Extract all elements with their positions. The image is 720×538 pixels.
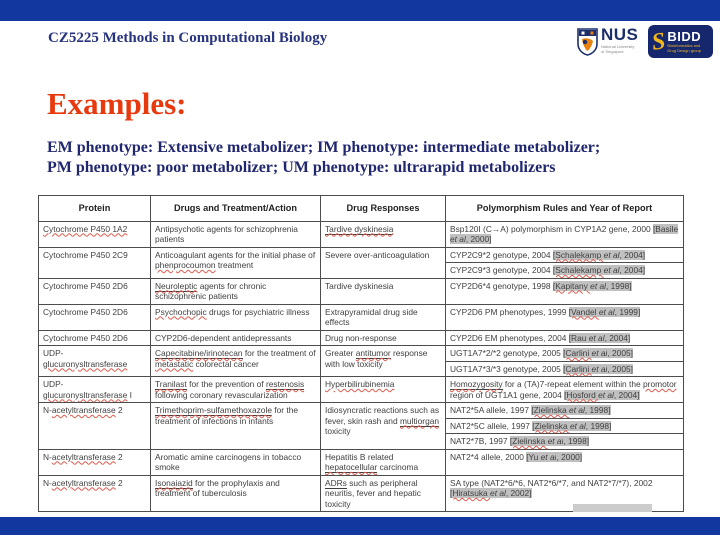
cell-rules xyxy=(446,434,684,450)
cell-protein xyxy=(39,247,151,278)
cell-text-segment: Drug non-response xyxy=(325,332,397,343)
cell-text-segment: NAT2*5C allele, 1997 xyxy=(450,420,533,431)
cell-text-segment: , 2004] xyxy=(619,265,646,275)
cell-protein xyxy=(39,346,151,377)
table-row xyxy=(39,304,684,330)
table-row xyxy=(39,247,684,263)
cell-text-segment: phenprocoumon xyxy=(155,260,216,270)
cell-text-segment: response with low toxicity xyxy=(325,348,428,369)
nus-logo-subtitle-1: National University xyxy=(601,44,635,49)
cell-text-segment: glucuronysltransferase xyxy=(43,389,128,400)
cell-rules xyxy=(446,346,684,362)
cell-text-segment: et al xyxy=(588,332,605,343)
cell-protein xyxy=(39,278,151,304)
cell-text-segment: [Vandel xyxy=(568,306,599,317)
cell-text-segment: acetyltransferase xyxy=(51,405,116,415)
cell-text-segment: et al xyxy=(490,488,506,498)
cell-text-segment: , 1999] xyxy=(614,306,641,317)
bidd-logo-subtitle-1: Bioinformatics and xyxy=(667,43,701,48)
cell-text-segment: CYP2D6 EM phenotypes, 2004 xyxy=(450,332,569,343)
cell-text-segment: CYP2C9*2 genotype, 2004 xyxy=(450,249,553,260)
cell-drugs xyxy=(151,475,321,512)
cell-text-segment: et al xyxy=(569,405,585,415)
bottom-blue-bar xyxy=(0,517,720,535)
table-row xyxy=(39,377,684,403)
cell-rules xyxy=(446,247,684,263)
cell-rules xyxy=(446,361,684,377)
cell-text-segment: , 2004] xyxy=(619,249,646,260)
cell-text-segment: [Zielinska xyxy=(531,405,570,415)
cell-text-segment: Anticoagulant agents for the initial phase of xyxy=(155,249,316,260)
cell-text-segment: , 1998] xyxy=(584,405,611,415)
cell-text-segment: Cytochrome P450 2D6 xyxy=(43,280,128,291)
cell-text-segment: [Basile xyxy=(652,223,679,234)
column-header: Protein xyxy=(39,196,151,222)
table-body xyxy=(39,221,684,512)
cell-protein xyxy=(39,330,151,346)
stray-highlight-artifact xyxy=(573,504,652,512)
cell-responses xyxy=(321,247,446,278)
table-row xyxy=(39,221,684,247)
header-row xyxy=(39,196,684,222)
cell-drugs xyxy=(151,278,321,304)
cell-text-segment: [Schalekamp xyxy=(552,265,604,275)
cell-text-segment: [Rau xyxy=(568,332,589,343)
cell-text-segment: CYP2D6-dependent antidepressants xyxy=(155,332,292,343)
cell-text-segment: UGT1A7*2/*2 genotype, 2005 xyxy=(450,348,564,358)
cell-text-segment: restenosis xyxy=(265,379,305,389)
cell-text-segment: [Yu xyxy=(526,451,541,462)
cell-text-segment: Cytochrome P450 2D6 xyxy=(43,306,128,317)
cell-rules xyxy=(446,263,684,279)
cell-rules xyxy=(446,330,684,346)
cell-text-segment: et al xyxy=(540,451,557,462)
cell-text-segment: et al xyxy=(603,265,620,275)
cell-protein xyxy=(39,304,151,330)
cell-text-segment: Hepatitis B related xyxy=(325,451,394,462)
cell-text-segment: N- xyxy=(43,405,52,415)
cell-text-segment: multiorgan xyxy=(399,415,440,426)
cell-text-segment: NAT2*5A allele, 1997 xyxy=(450,405,532,415)
cell-text-segment: Severe over-anticoagulation xyxy=(325,249,430,260)
cell-drugs xyxy=(151,247,321,278)
cell-protein xyxy=(39,449,151,475)
cell-drugs xyxy=(151,346,321,377)
cell-drugs xyxy=(151,221,321,247)
nus-logo-subtitle-2: of Singapore xyxy=(601,49,624,54)
cell-drugs xyxy=(151,449,321,475)
cell-text-segment: Cytochrome P450 2D6 xyxy=(43,332,128,343)
cell-text-segment: et al xyxy=(591,363,608,374)
cell-rules xyxy=(446,449,684,475)
cell-text-segment: Neuroleptic xyxy=(155,280,198,291)
column-header: Drugs and Treatment/Action xyxy=(151,196,321,222)
table-header-row xyxy=(39,196,684,222)
cell-protein xyxy=(39,403,151,450)
cell-responses xyxy=(321,403,446,450)
cell-text-segment: carcinoma xyxy=(377,462,419,472)
cell-text-segment: CYP2C9*3 genotype, 2004 xyxy=(450,265,553,275)
cell-text-segment: et al xyxy=(450,234,466,244)
cell-text-segment: , 2005] xyxy=(607,363,633,374)
cell-responses xyxy=(321,221,446,247)
cell-text-segment: following coronary revascularization xyxy=(155,389,288,400)
course-title: CZ5225 Methods in Computational Biology xyxy=(48,30,328,46)
cell-text-segment: Homozygosity xyxy=(450,379,503,389)
cell-text-segment: agents for chronic schizophrenic patients xyxy=(155,280,267,301)
cell-rules xyxy=(446,221,684,247)
cell-text-segment: Antipsychotic agents for schizophrenia patients xyxy=(155,223,298,244)
cell-text-segment: I xyxy=(127,389,132,400)
examples-table xyxy=(38,195,684,512)
cell-rules xyxy=(446,304,684,330)
cell-responses xyxy=(321,449,446,475)
cell-text-segment: , 1998] xyxy=(606,280,632,291)
cell-text-segment: Cytochrome P450 2C9 xyxy=(43,249,128,260)
cell-text-segment: , 2002] xyxy=(505,488,532,498)
table-row xyxy=(39,449,684,475)
cell-text-segment: Isonaiazid xyxy=(155,477,193,488)
cell-text-segment: , 2005] xyxy=(607,348,633,358)
cell-text-segment: treatment xyxy=(215,260,254,270)
phenotype-legend-line-1: EM phenotype: Extensive metabolizer; IM phenotype: intermediate metabolizer; xyxy=(47,139,601,156)
cell-responses xyxy=(321,346,446,377)
cell-text-segment: Capecitabine/irinotecan xyxy=(155,348,243,358)
cell-text-segment: CYP2D6 PM phenotypes, 1999 xyxy=(450,306,569,317)
cell-text-segment: acetyltransferase xyxy=(51,477,116,488)
bidd-swoosh-icon: S xyxy=(650,27,668,56)
cell-rules xyxy=(446,403,684,419)
cell-text-segment: for the prophylaxis and treatment of tuberculosis xyxy=(155,477,280,498)
phenotype-legend-line-2: PM phenotype: poor metabolizer; UM phenotype: ultrarapid metabolizers xyxy=(47,159,556,176)
cell-text-segment: Hyperbilirubinemia xyxy=(325,379,395,389)
cell-text-segment: for the prevention of xyxy=(186,379,266,389)
cell-text-segment: UDP- xyxy=(43,348,64,358)
cell-text-segment: NAT2*4 allele, 2000 xyxy=(450,451,527,462)
table-row xyxy=(39,278,684,304)
cell-text-segment: metastatic xyxy=(155,358,194,369)
cell-text-segment: Psychochopic xyxy=(155,306,207,317)
cell-text-segment: Cytochrome P450 1A2 xyxy=(43,223,128,234)
cell-text-segment: et al xyxy=(598,306,615,317)
cell-text-segment: et al xyxy=(547,436,564,446)
cell-text-segment: Extrapyramidal drug side effects xyxy=(325,306,418,327)
cell-protein xyxy=(39,475,151,512)
cell-text-segment: et al xyxy=(590,280,606,291)
cell-text-segment: , 1998] xyxy=(563,436,590,446)
cell-text-segment: UDP- xyxy=(43,379,64,389)
cell-text-segment: [Carlini xyxy=(563,363,592,374)
bidd-logo xyxy=(648,25,713,58)
cell-text-segment: Greater xyxy=(325,348,356,358)
cell-text-segment: acetyltransferase xyxy=(51,451,116,462)
nus-shield-icon xyxy=(577,28,598,56)
cell-text-segment: Tardive dyskinesia xyxy=(325,223,394,234)
cell-text-segment: [Zielinska xyxy=(532,420,570,431)
cell-text-segment: [Zielinska xyxy=(509,436,548,446)
cell-text-segment: SA type (NAT2*6/*6, NAT2*6/*7, and NAT2*7/*7), 2002 xyxy=(450,477,653,488)
cell-text-segment: drugs for psychiatric illness xyxy=(206,306,310,317)
page-title: Examples: xyxy=(47,86,187,121)
cell-text-segment: such as peripheral neuritis, fever and hepatic toxicity xyxy=(325,477,421,509)
cell-responses xyxy=(321,377,446,403)
cell-text-segment: [Carlini xyxy=(563,348,592,358)
cell-text-segment: ADRs xyxy=(325,477,347,488)
cell-protein xyxy=(39,377,151,403)
cell-text-segment: [Kapitany xyxy=(552,280,591,291)
cell-text-segment: [Schalekamp xyxy=(552,249,604,260)
cell-text-segment: CYP2D6*4 genotype, 1998 xyxy=(450,280,553,291)
table-row xyxy=(39,346,684,362)
cell-text-segment: colorectal cancer xyxy=(193,358,259,369)
cell-text-segment: [Hosford xyxy=(564,389,599,400)
cell-text-segment: , 1998] xyxy=(585,420,612,431)
cell-text-segment: NAT2*7B, 1997 xyxy=(450,436,510,446)
cell-text-segment: for the treatment of infections in infants xyxy=(155,405,299,426)
cell-text-segment: , 2004] xyxy=(604,332,631,343)
cell-rules xyxy=(446,278,684,304)
cell-text-segment: 2 xyxy=(115,405,123,415)
cell-text-segment: Idiosyncratic reactions such as fever, skin rash and xyxy=(325,405,440,426)
cell-text-segment: et al xyxy=(603,249,620,260)
cell-text-segment: Tardive dyskinesia xyxy=(325,280,394,291)
cell-text-segment: , 2000] xyxy=(465,234,492,244)
cell-text-segment: Tranilast xyxy=(155,379,187,389)
cell-text-segment: promotor xyxy=(643,379,677,389)
cell-text-segment: Bsp120I (C→A) polymorphism in CYP1A2 gene, 2000 xyxy=(450,223,653,234)
nus-logo-text: NUS xyxy=(601,25,639,44)
cell-responses xyxy=(321,278,446,304)
cell-rules xyxy=(446,377,684,403)
cell-text-segment: 2 xyxy=(115,451,123,462)
cell-text-segment: N- xyxy=(43,477,52,488)
phenotype-legend xyxy=(47,138,687,178)
cell-text-segment: , 2004] xyxy=(613,389,640,400)
bidd-logo-subtitle-2: Drug Design group xyxy=(667,48,701,53)
cell-text-segment: N- xyxy=(43,451,52,462)
cell-text-segment: for a (TA)7-repeat element within the xyxy=(502,379,644,389)
cell-responses xyxy=(321,330,446,346)
cell-text-segment: glucuronysltransferase xyxy=(43,358,128,369)
table-row xyxy=(39,403,684,419)
bidd-logo-text: BIDD xyxy=(667,29,702,44)
nus-logo xyxy=(577,26,643,60)
table-row xyxy=(39,330,684,346)
cell-drugs xyxy=(151,330,321,346)
cell-drugs xyxy=(151,377,321,403)
column-header: Polymorphism Rules and Year of Report xyxy=(446,196,684,222)
cell-text-segment: antitumor xyxy=(355,348,391,358)
cell-text-segment: toxicity xyxy=(325,426,351,436)
cell-text-segment: [Hiratsuka xyxy=(450,488,491,498)
cell-text-segment: et al xyxy=(591,348,608,358)
cell-text-segment: et al xyxy=(598,389,614,400)
cell-text-segment: Aromatic amine carcinogens in tobacco smoke xyxy=(155,451,302,472)
cell-text-segment: region of UGT1A1 gene, 2004 xyxy=(450,389,565,400)
cell-drugs xyxy=(151,304,321,330)
cell-responses xyxy=(321,475,446,512)
top-blue-bar xyxy=(0,0,720,21)
cell-text-segment: et al xyxy=(569,420,586,431)
cell-rules xyxy=(446,418,684,434)
cell-protein xyxy=(39,221,151,247)
column-header: Drug Responses xyxy=(321,196,446,222)
cell-text-segment: UGT1A7*3/*3 genotype, 2005 xyxy=(450,363,564,374)
cell-text-segment: Trimethoprim-sulfamethoxazole xyxy=(155,405,272,415)
cell-responses xyxy=(321,304,446,330)
cell-text-segment: , 2000] xyxy=(556,451,583,462)
cell-text-segment: hepatocellular xyxy=(325,462,378,472)
cell-text-segment: for the treatment of xyxy=(242,348,316,358)
cell-text-segment: 2 xyxy=(115,477,123,488)
cell-drugs xyxy=(151,403,321,450)
